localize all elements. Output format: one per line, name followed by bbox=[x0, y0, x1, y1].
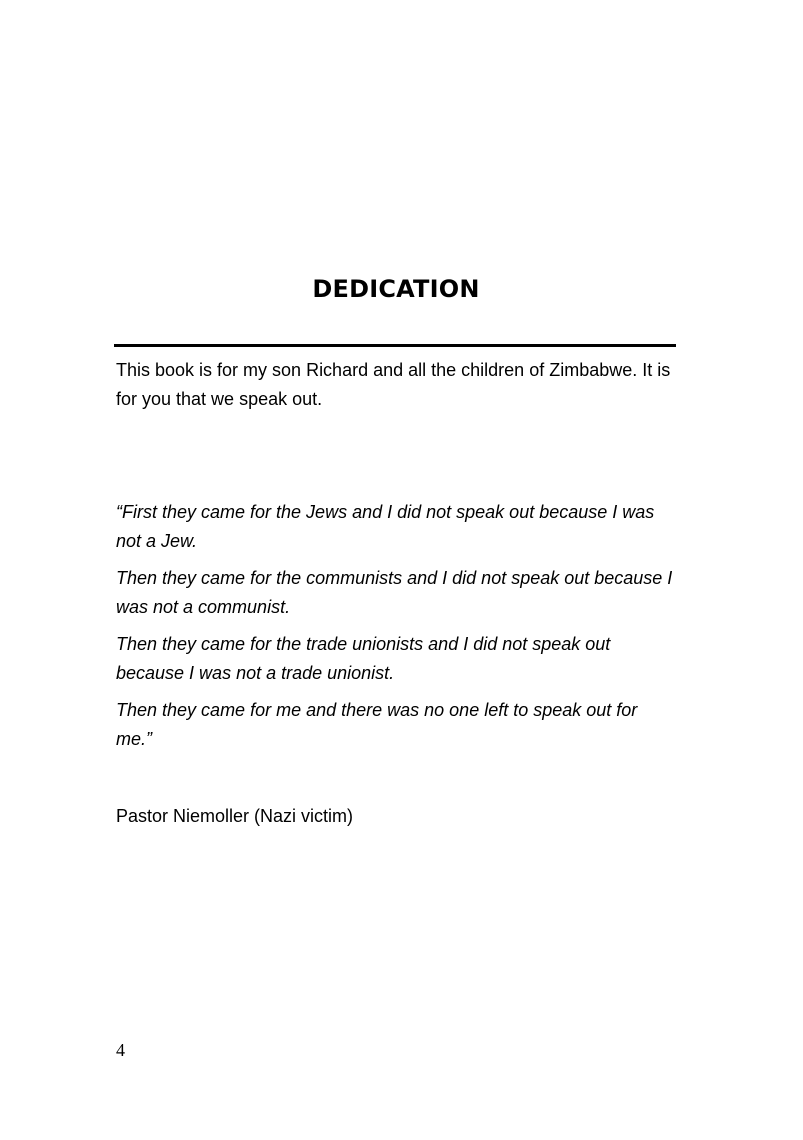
dedication-paragraph: This book is for my son Richard and all the children of Zimbabwe. It is for you that we speak out. bbox=[116, 360, 671, 409]
page-title: DEDICATION bbox=[312, 275, 480, 303]
quote-attribution: Pastor Niemoller (Nazi victim) bbox=[116, 806, 354, 826]
quote-line: “First they came for the Jews and I did not speak out because I was not a Jew. bbox=[116, 502, 655, 551]
page-number: 4 bbox=[116, 1040, 125, 1060]
quote-line: Then they came for the trade unionists and I did not speak out because I was not a trade unionist. bbox=[116, 634, 611, 683]
quote-line: Then they came for me and there was no one left to speak out for me.” bbox=[116, 700, 638, 749]
quote-block bbox=[116, 498, 676, 762]
title-divider bbox=[114, 344, 676, 347]
quote-line: Then they came for the communists and I did not speak out because I was not a communist. bbox=[116, 568, 673, 617]
